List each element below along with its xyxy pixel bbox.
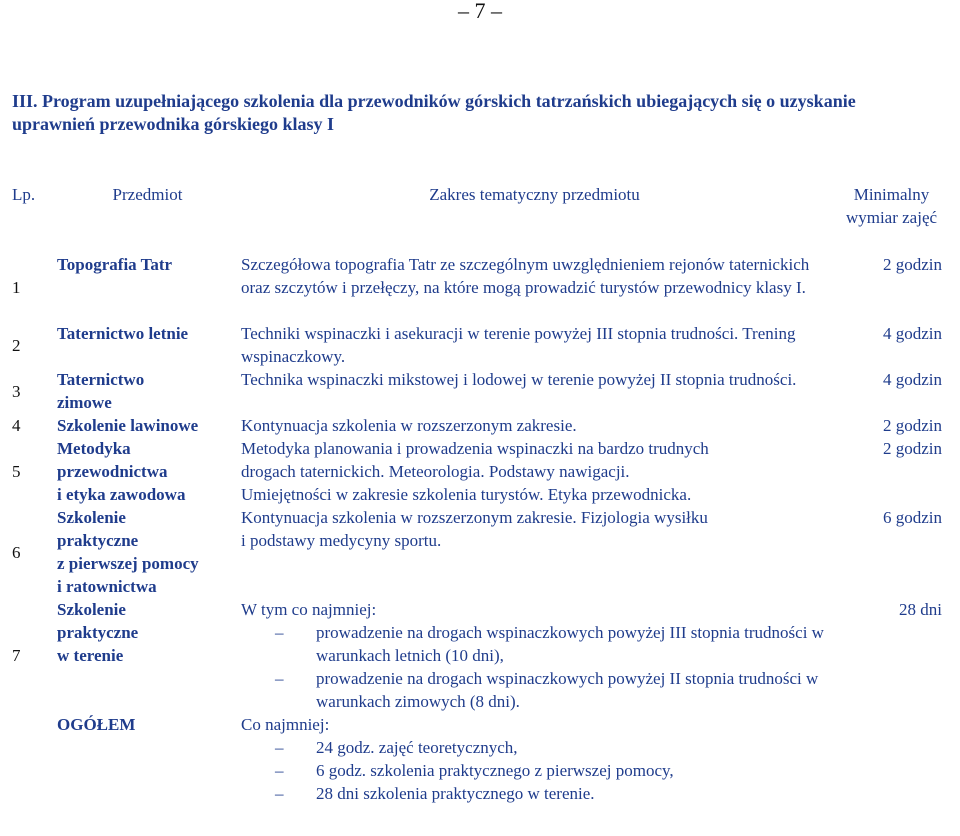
table-row [8,414,952,437]
row-scope [238,598,828,713]
training-program-table [8,183,952,821]
row-scope: Technika wspinaczki mikstowej i lodowej w terenie powyżej II stopnia trudności. [241,370,797,389]
subject-line: praktyczne [57,531,139,550]
row-scope: Szczegółowa topografia Tatr ze szczególnym uwzględnieniem rejonów taternickich oraz szczytów i przełęczy, na które mogą prowadzić turystów przewodnicy klasy I. [241,255,810,297]
table-row [8,368,952,414]
header-lp: Lp. [12,185,36,204]
table-row [8,253,952,322]
dash-bullet-icon: – [275,669,284,688]
row-number [8,713,54,821]
row-minimum: 4 godzin [882,370,942,389]
dash-bullet-icon: – [275,738,284,757]
row-subject [54,368,238,414]
scope-line: Kontynuacja szkolenia w rozszerzonym zakresie. Fizjologia wysiłku [241,508,708,527]
header-scope: Zakres tematyczny przedmiotu [429,185,640,204]
row-minimum: 2 godzin [882,416,942,435]
row-minimum: 2 godzin [882,439,942,458]
list-item-text: prowadzenie na drogach wspinaczkowych powyżej II stopnia trudności w warunkach zimowych (8 dni). [316,669,819,711]
row-subject [54,598,238,713]
row-subject [54,437,238,506]
subject-line: Szkolenie lawinowe [57,416,199,435]
row-number: 5 [12,462,21,481]
scope-line: Umiejętności w zakresie szkolenia turystów. Etyka przewodnicka. [241,485,692,504]
list-item-text: 6 godz. szkolenia praktycznego z pierwszej pomocy, [316,761,674,780]
subject-line: Szkolenie [57,508,126,527]
list-item [241,782,828,805]
subject-line: w terenie [57,646,124,665]
row-minimum: 2 godzin [882,255,942,274]
row-minimum [828,713,952,821]
table-row [8,322,952,368]
row-subject [54,322,238,368]
row-number: 3 [12,381,21,401]
list-item [241,736,828,759]
subject-line: przewodnictwa [57,462,168,481]
subject-line: z pierwszej pomocy [57,554,199,573]
list-item [241,759,828,782]
row-scope [238,506,828,598]
scope-line: drogach taternickich. Meteorologia. Podstawy nawigacji. [241,462,630,481]
subject-line: Metodyka [57,439,131,458]
subject-line: i ratownictwa [57,577,157,596]
subject-line: Taternictwo [57,370,145,389]
row-number: 4 [12,416,21,435]
subject-line: Topografia Tatr [57,255,173,274]
row-number: 1 [12,278,21,297]
row-subject [54,506,238,598]
row-scope [238,437,828,506]
scope-line: i podstawy medycyny sportu. [241,531,442,550]
dash-bullet-icon: – [275,761,284,780]
scope-list [241,621,828,713]
subject-line: i etyka zawodowa [57,485,186,504]
subject-line: Szkolenie [57,600,126,619]
subject-line: Taternictwo letnie [57,324,189,343]
table-header-row [8,183,952,253]
list-item-text: prowadzenie na drogach wspinaczkowych powyżej III stopnia trudności w warunkach letnich (10 dni), [316,623,824,665]
table-row [8,506,952,598]
list-item [241,621,828,667]
page-number: – 7 – [458,0,502,23]
section-heading: III. Program uzupełniającego szkolenia dla przewodników górskich tatrzańskich ubiegających się o uzyskanie uprawnień przewodnika górskiego klasy I [12,91,856,134]
subject-line: zimowe [57,393,112,412]
row-minimum: 4 godzin [882,324,942,343]
list-item-text: 24 godz. zajęć teoretycznych, [316,738,518,757]
row-scope: Kontynuacja szkolenia w rozszerzonym zakresie. [241,416,577,435]
scope-intro: Co najmniej: [241,715,330,734]
subject-line: OGÓŁEM [57,715,136,734]
row-subject [54,414,238,437]
header-subject: Przedmiot [112,185,183,204]
header-minimum: Minimalny wymiar zajęć [845,185,938,227]
row-scope [238,713,828,821]
scope-line: Metodyka planowania i prowadzenia wspinaczki na bardzo trudnych [241,439,709,458]
list-item-text: 28 dni szkolenia praktycznego w terenie. [316,784,595,803]
dash-bullet-icon: – [275,623,284,642]
subject-line: praktyczne [57,623,139,642]
row-number: 7 [12,646,21,665]
scope-intro: W tym co najmniej: [241,600,377,619]
table-row [8,598,952,713]
row-subject [54,253,238,322]
row-subject [54,713,238,821]
table-row [8,713,952,821]
row-number: 2 [12,335,21,355]
row-minimum: 28 dni [899,600,942,619]
row-minimum: 6 godzin [882,508,942,527]
row-number: 6 [12,542,21,562]
table-row [8,437,952,506]
scope-list [241,736,828,805]
row-scope: Techniki wspinaczki i asekuracji w terenie powyżej III stopnia trudności. Trening wspinaczkowy. [241,324,796,366]
list-item [241,667,828,713]
dash-bullet-icon: – [275,784,284,803]
